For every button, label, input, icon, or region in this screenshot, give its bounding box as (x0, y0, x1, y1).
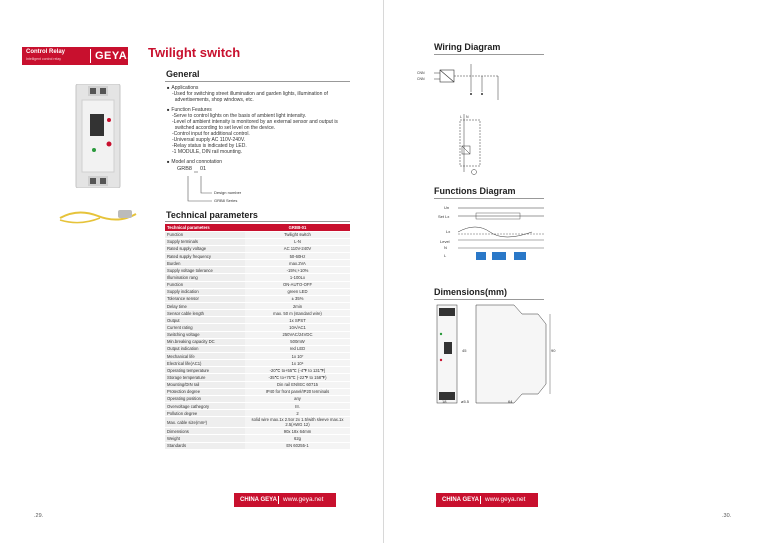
tech-table-row (165, 324, 350, 331)
wiring-l-label: L (460, 115, 462, 119)
tech-table-row (165, 381, 350, 388)
model-suffix: 01 (200, 166, 207, 172)
tech-table-row (165, 295, 350, 302)
brand-bar (22, 47, 131, 65)
tech-row-value: EN 60255-1 (245, 442, 350, 449)
tech-table-row (165, 395, 350, 402)
tech-table-header (165, 224, 350, 231)
tech-row-key: Operating temperature (165, 367, 245, 374)
tech-rule (165, 221, 350, 222)
model-heading: ■ Model and connotation (167, 159, 222, 165)
tech-row-value: L-N (245, 238, 350, 245)
tech-row-key: Dimensions (165, 428, 245, 435)
tech-row-key: Illumination rang (165, 274, 245, 281)
functions-set: Set Lx (438, 214, 450, 219)
tech-row-value: 500mW (245, 338, 350, 345)
wiring-rule (434, 54, 544, 55)
brand-category: Control Relay (26, 49, 66, 55)
footer-badge-left (234, 493, 336, 507)
tech-row-value: Din rail EN/IEC 60715 (245, 381, 350, 388)
dimensions-side-view (474, 304, 554, 404)
tech-row-key: Output (165, 317, 245, 324)
tech-row-value: 62g (245, 435, 350, 442)
tech-row-value: 50-60Hz (245, 253, 350, 260)
tech-table-row (165, 245, 350, 252)
tech-row-key: Switching voltage (165, 331, 245, 338)
wiring-heading: Wiring Diagram (434, 42, 501, 52)
dimension-w1: 18 (442, 399, 447, 404)
tech-table-row (165, 435, 350, 442)
tech-row-key: Tolerance sensor (165, 295, 245, 302)
tech-row-value: ON-AUTO-OFF (245, 281, 350, 288)
product-image (74, 84, 122, 188)
tech-table-row (165, 403, 350, 410)
footer-website: www.geya.net (283, 496, 324, 503)
tech-table-row (165, 274, 350, 281)
tech-row-value: green LED (245, 288, 350, 295)
tech-row-key: Current rating (165, 324, 245, 331)
tech-row-key: Electrical life(AC1) (165, 360, 245, 367)
functions-l: L (444, 253, 447, 258)
dimension-h1: 45 (462, 348, 467, 353)
tech-row-value: 2 (245, 410, 350, 417)
tech-row-value: ± 35% (245, 295, 350, 302)
tech-table-row (165, 331, 350, 338)
wiring-diagram-top (414, 58, 509, 103)
tech-header-key: Technical parameters (165, 224, 245, 231)
tech-header-value: GRB8-01 (245, 224, 350, 231)
tech-row-value: 2min (245, 303, 350, 310)
tech-table-row (165, 367, 350, 374)
model-code: GRB8 (177, 166, 192, 172)
tech-row-value: 1x SPST (245, 317, 350, 324)
tech-table-row (165, 253, 350, 260)
functions-rule (434, 198, 544, 199)
wiring-n-label: N (466, 115, 469, 119)
tech-heading: Technical parameters (166, 210, 258, 220)
footer-separator (278, 496, 279, 504)
page-number-left: .29. (34, 513, 44, 519)
tech-row-value: max.2VA (245, 260, 350, 267)
page-number-left-value: 29 (35, 513, 42, 519)
tech-table-row (165, 267, 350, 274)
tech-table-row (165, 303, 350, 310)
brand-subtitle: Intelligent control relay (26, 57, 62, 61)
tech-table-row (165, 260, 350, 267)
wiring-diagram-bottom (450, 112, 490, 176)
applications-heading: ■ Applications (167, 85, 198, 91)
applications-text: -Used for switching street illumination and garden lights, illumination of advertisements, shop windows, etc. (172, 91, 328, 103)
footer-badge-right (436, 493, 538, 507)
tech-row-value: -35℃ to+75℃ (-22℉ to 158℉) (245, 374, 350, 381)
tech-table-row (165, 238, 350, 245)
dimension-h2: 90 (551, 348, 556, 353)
general-heading: General (166, 69, 200, 79)
tech-row-key: Supply terminals (165, 238, 245, 245)
tech-row-key: Output indication (165, 345, 245, 352)
tech-row-value: 90x 18x 64mm (245, 428, 350, 435)
sensor-cable-image (58, 204, 138, 228)
tech-row-value: red LED (245, 345, 350, 352)
tech-row-key: Standards (165, 442, 245, 449)
footer-company-right: CHINA GEYA (442, 497, 479, 503)
dimensions-rule (434, 299, 544, 300)
tech-row-value: max. 50 m (standard wire) (245, 310, 350, 317)
tech-row-key: Delay time (165, 303, 245, 310)
page-number-right-value: 30 (723, 513, 730, 519)
tech-table-row (165, 288, 350, 295)
tech-table (165, 224, 350, 450)
tech-row-value: 1x 10⁵ (245, 360, 350, 367)
wiring-input-1: CNN (417, 71, 425, 75)
tech-row-value: 250VAC/24VDC (245, 331, 350, 338)
footer-website-right: www.geya.net (485, 496, 526, 503)
tech-row-key: Overvoltage cathegory (165, 403, 245, 410)
tech-row-value: IP40 for front panel/IP20 terminals (245, 388, 350, 395)
tech-row-value: Twilight switch (245, 231, 350, 238)
tech-table-row (165, 310, 350, 317)
footer-separator-right (480, 496, 481, 504)
tech-row-key: Max. cable size(mm²) (165, 417, 245, 428)
dimensions-heading: Dimensions(mm) (434, 287, 508, 297)
features-heading: ■ Function Features (167, 107, 212, 113)
tech-row-key: Min.breaking capacity DC (165, 338, 245, 345)
tech-row-value: -15%;+10% (245, 267, 350, 274)
model-design-label: Design number (214, 190, 242, 195)
functions-heading: Functions Diagram (434, 186, 516, 196)
dimension-d2: ø5.5 (461, 399, 470, 404)
wiring-input-2: CNN (417, 77, 425, 81)
tech-row-key: Operating position (165, 395, 245, 402)
tech-row-key: Supply indication (165, 288, 245, 295)
tech-table-row (165, 338, 350, 345)
tech-table-row (165, 353, 350, 360)
tech-row-key: Protection degree (165, 388, 245, 395)
tech-table-row (165, 231, 350, 238)
tech-row-key: Storage temperature (165, 374, 245, 381)
right-page (384, 0, 768, 543)
functions-n: N (444, 245, 447, 250)
tech-row-key: Burden (165, 260, 245, 267)
tech-table-row (165, 388, 350, 395)
tech-row-key: Mechanical life (165, 353, 245, 360)
tech-row-key: Pollution degree (165, 410, 245, 417)
tech-row-key: Sensor cable length (165, 310, 245, 317)
tech-row-key: Function (165, 281, 245, 288)
tech-row-key: Rated supply voltage (165, 245, 245, 252)
brand-logo: GEYA. (90, 49, 131, 63)
tech-row-value: III. (245, 403, 350, 410)
footer-company: CHINA GEYA (240, 497, 277, 503)
tech-row-value: 1-100Lx (245, 274, 350, 281)
tech-row-key: Rated supply frequency (165, 253, 245, 260)
tech-row-value: solid wire max.1x 2.5or 2x 1.5/with sleeve max.1x 2.5(AWG 12) (245, 417, 350, 428)
page-title: Twilight switch (148, 45, 241, 60)
functions-diagram (436, 204, 546, 266)
tech-row-value: AC 110V-240V (245, 245, 350, 252)
general-rule (165, 81, 350, 82)
features-text: -Serve to control lights on the basis of ambient light intensity. -Level of ambient intensity is monitored by an external sensor and output is switched according to set level on the device. -Control input for additional control. -Universal supply AC 110V-240V. -Relay status is indicated by LED. -1 MODULE, DIN rail mounting. (172, 113, 338, 155)
tech-table-row (165, 281, 350, 288)
tech-row-key: Function (165, 231, 245, 238)
functions-lx: Lx (446, 229, 451, 234)
tech-row-key: Supply voltage tolerance (165, 267, 245, 274)
page-number-right: .30. (722, 513, 732, 519)
tech-row-value: 1x 10⁷ (245, 353, 350, 360)
model-series-label: GRB8 Series (214, 198, 238, 203)
tech-table-row (165, 428, 350, 435)
functions-un: Un (444, 205, 450, 210)
tech-table-row (165, 442, 350, 449)
dimensions-front-view (436, 304, 458, 404)
dimension-w2: 64 (508, 399, 513, 404)
tech-table-row (165, 410, 350, 417)
tech-table-row (165, 317, 350, 324)
tech-table-row (165, 360, 350, 367)
tech-table-row (165, 417, 350, 428)
tech-row-value: any (245, 395, 350, 402)
tech-row-value: 10A/AC1 (245, 324, 350, 331)
tech-row-key: Mounting/DIN rail (165, 381, 245, 388)
tech-table-row (165, 345, 350, 352)
functions-level: Level (440, 239, 450, 244)
tech-row-key: Weight (165, 435, 245, 442)
tech-row-value: -20℃ to+55℃ (-4℉ to 131℉) (245, 367, 350, 374)
tech-table-row (165, 374, 350, 381)
